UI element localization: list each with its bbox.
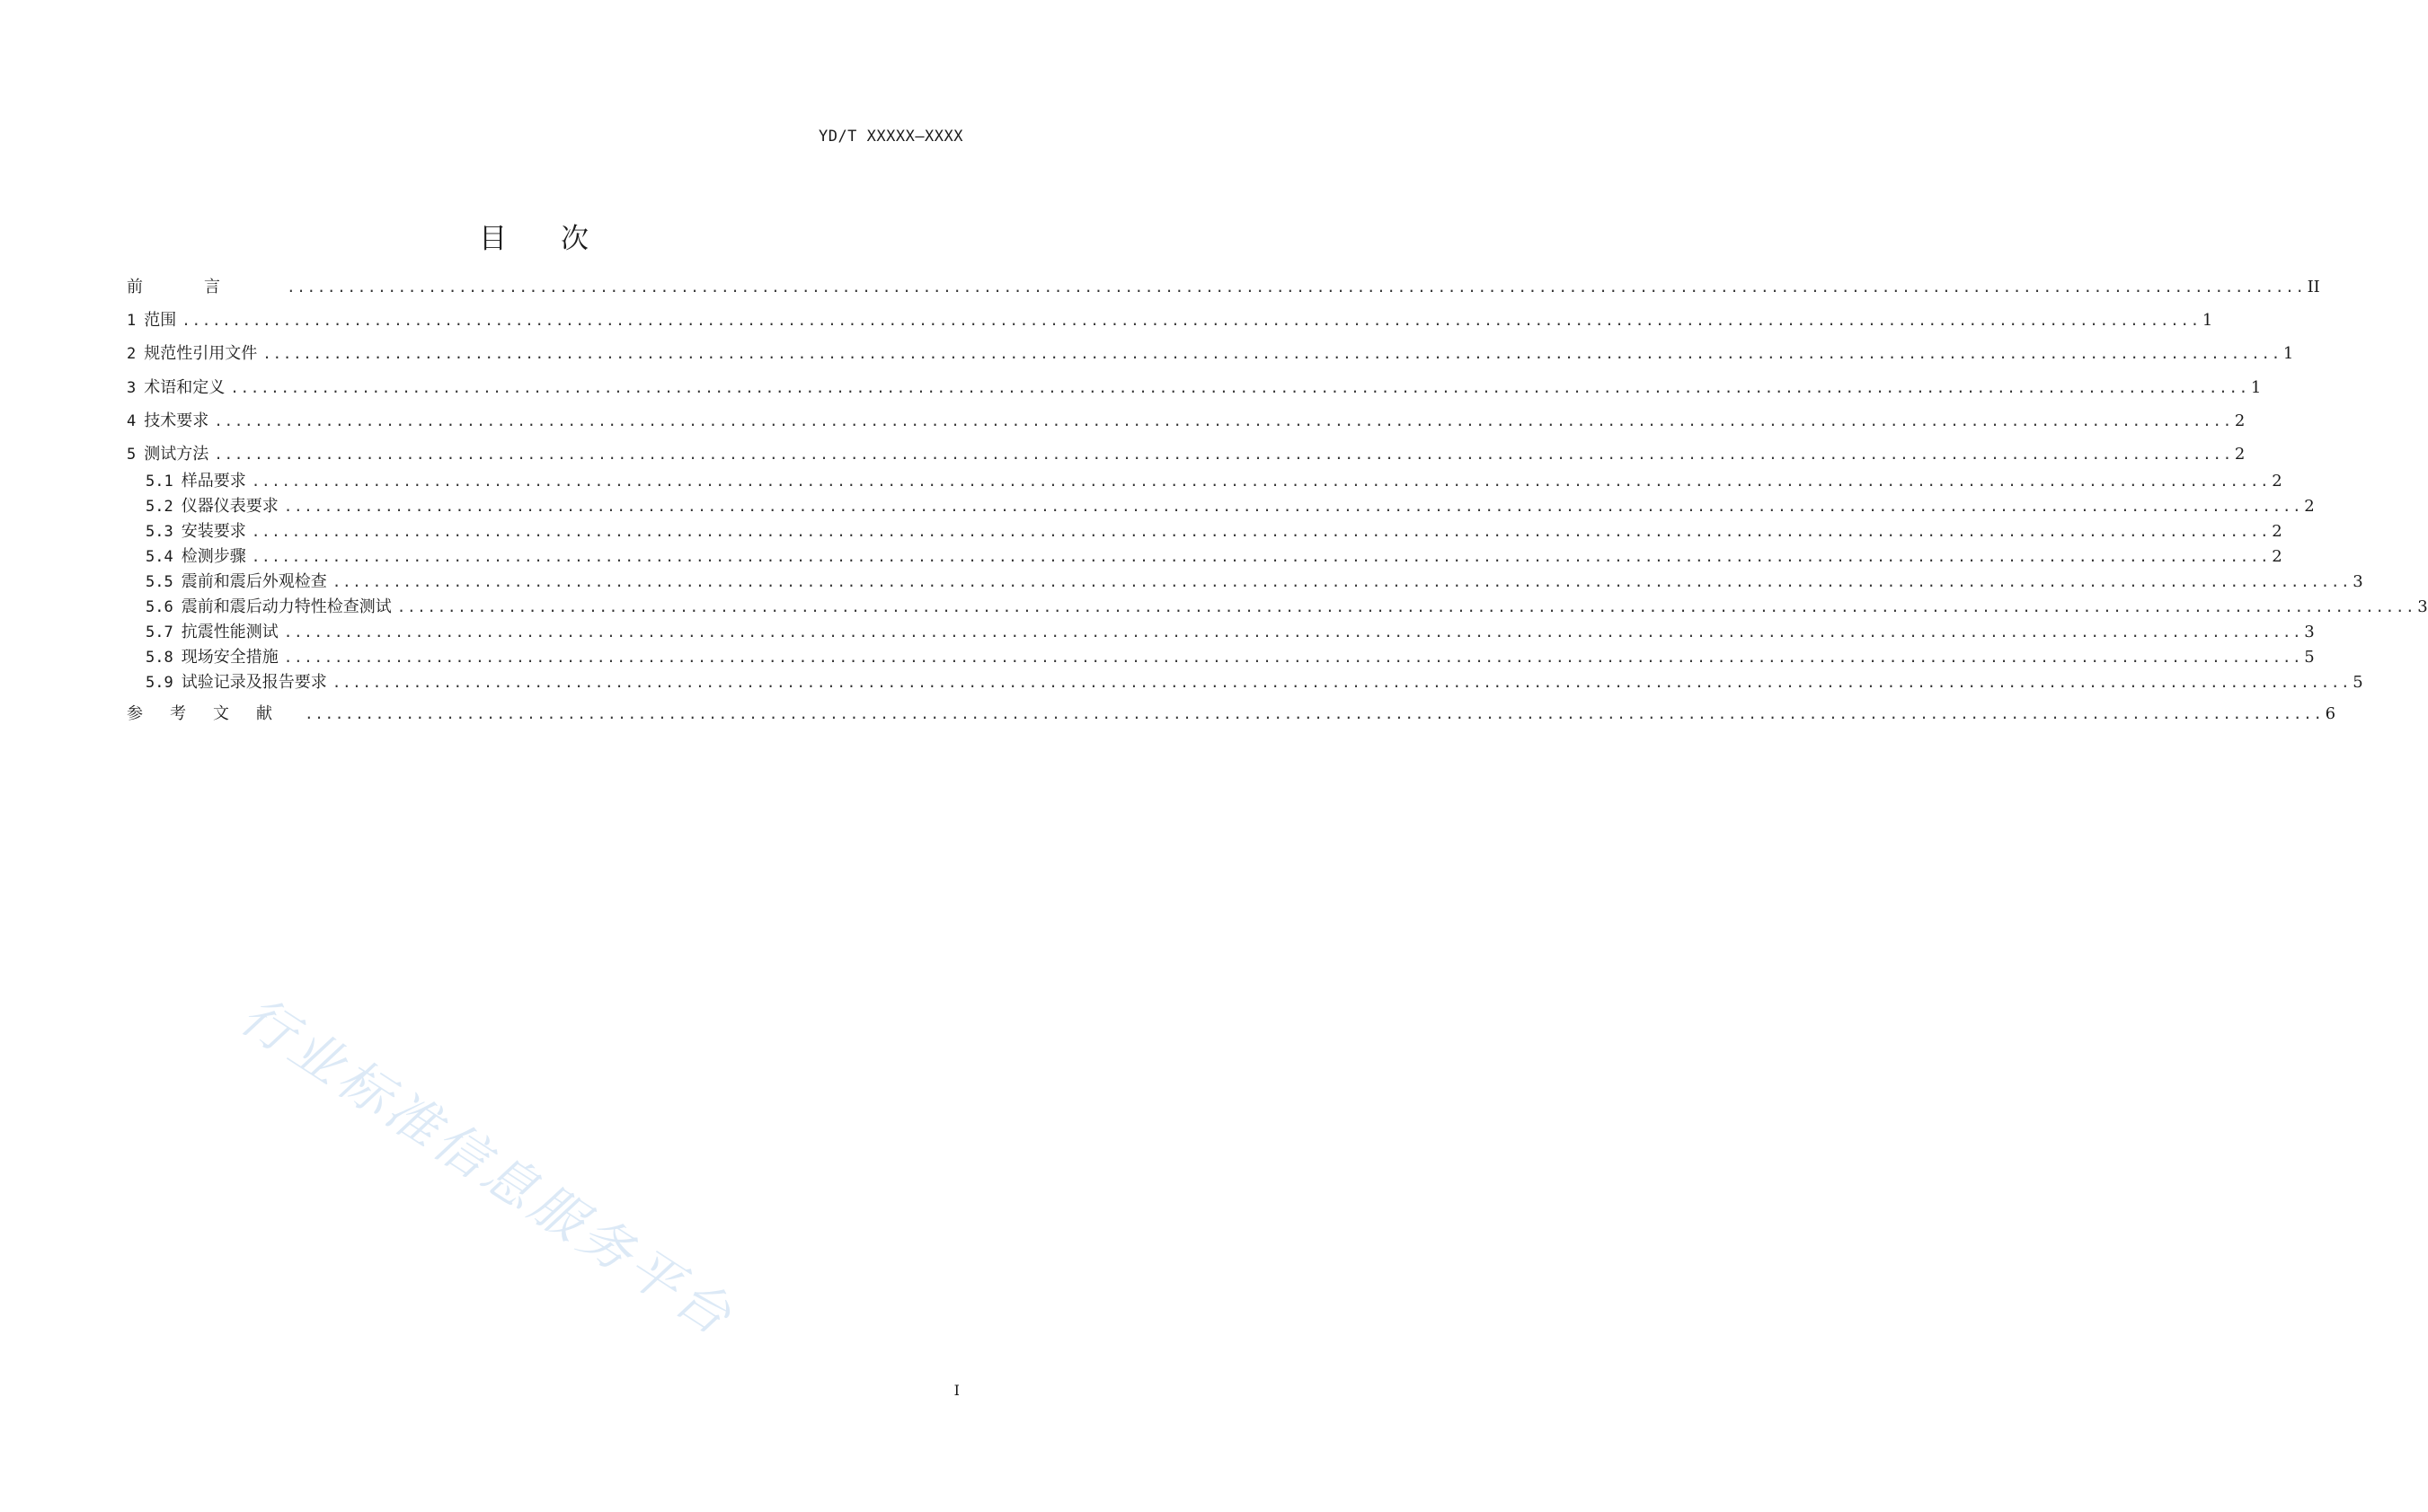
toc-entry[interactable] (146, 496, 2315, 517)
toc-dot-leader: ........................................................................................................................................................................................................ (251, 523, 2271, 540)
toc-dot-leader: ........................................................................................................................................................................................................ (214, 446, 2233, 463)
toc-entry-text: 样品要求 (181, 472, 246, 491)
toc-entry-text: 安装要求 (181, 522, 246, 541)
toc-dot-leader: ........................................................................................................................................................................................................ (182, 312, 2201, 329)
toc-entry-text: 震前和震后动力特性检查测试 (181, 597, 392, 616)
toc-entry-text: 现场安全措施 (181, 648, 279, 667)
page-number: I (953, 1382, 960, 1399)
toc-dot-leader: ........................................................................................................................................................................................................ (283, 649, 2303, 666)
toc-entry[interactable] (146, 672, 2363, 694)
toc-entry[interactable] (127, 444, 2246, 465)
toc-entry-text: 规范性引用文件 (144, 344, 258, 363)
toc-entry-number: 5.5 (146, 573, 173, 591)
toc-entry-page: 3 (2304, 623, 2315, 641)
toc-entry-page: 3 (2417, 597, 2428, 616)
toc-title-part1: 目 (479, 223, 509, 255)
toc-entry-number: 1 (127, 312, 137, 330)
toc-entry[interactable] (146, 571, 2363, 593)
toc-dot-leader: ........................................................................................................................................................................................................ (332, 573, 2352, 590)
toc-entry-page: 5 (2304, 648, 2315, 667)
toc-entry-number: 5.9 (146, 674, 173, 692)
toc-title-part2: 次 (561, 223, 590, 255)
toc-entry-label (146, 471, 252, 492)
toc-dot-leader: ........................................................................................................................................................................................................ (396, 598, 2416, 615)
watermark: 行业标准信息服务平台 (229, 984, 746, 1349)
toc-entry[interactable] (146, 546, 2282, 568)
toc-entry-page: 3 (2353, 572, 2363, 591)
toc-entry[interactable] (127, 343, 2294, 365)
toc-entry-label (146, 521, 252, 543)
toc-dot-leader: ........................................................................................................................................................................................................ (251, 473, 2271, 490)
toc-entry-text: 技术要求 (144, 411, 209, 430)
toc-entry-number: 5.1 (146, 473, 173, 491)
toc-dot-leader: ........................................................................................................................................................................................................ (283, 498, 2303, 515)
toc-entry-number: 4 (127, 412, 137, 430)
toc-entry[interactable] (146, 521, 2282, 543)
toc-entry[interactable] (127, 377, 2262, 399)
toc-entry-page: II (2307, 278, 2320, 296)
toc-entry-label (146, 597, 397, 618)
toc-entry-page: 2 (2234, 411, 2246, 430)
document-identifier: YD/T XXXXX—XXXX (818, 128, 963, 146)
toc-entry-number: 5.3 (146, 523, 173, 541)
toc-entry[interactable] (127, 703, 2336, 725)
toc-entry-label (127, 411, 214, 432)
toc-entry[interactable] (146, 647, 2315, 668)
toc-entry-text: 检测步骤 (181, 547, 246, 566)
toc-entry-number: 5.7 (146, 623, 173, 641)
toc-entry-label (146, 647, 284, 668)
toc-entry-number: 2 (127, 345, 137, 363)
toc-dot-leader: ........................................................................................................................................................................................................ (262, 345, 2282, 362)
toc-entry[interactable] (146, 471, 2282, 492)
toc-entry-label (146, 622, 284, 643)
toc-entry-label (127, 377, 230, 399)
toc-entry-text: 仪器仪表要求 (181, 497, 279, 516)
toc-entry-number: 5.6 (146, 598, 173, 616)
toc-entry[interactable] (146, 597, 2428, 618)
toc-dot-leader: ........................................................................................................................................................................................................ (283, 623, 2303, 641)
toc-entry-page: 1 (2202, 311, 2213, 330)
toc-entry-text: 术语和定义 (144, 378, 226, 397)
toc-entry-number: 5.4 (146, 548, 173, 566)
toc-entry-number: 5 (127, 446, 137, 464)
toc-dot-leader: ........................................................................................................................................................................................................ (332, 674, 2352, 691)
toc-entry-text: 参考文献 (127, 704, 299, 723)
toc-dot-leader: ........................................................................................................................................................................................................ (214, 412, 2233, 429)
toc-entry-text: 范围 (144, 311, 177, 330)
toc-entry-label (146, 672, 332, 694)
toc-entry-page: 2 (2272, 547, 2282, 566)
toc-entry[interactable] (146, 622, 2315, 643)
toc-entry-page: 1 (2282, 344, 2294, 363)
toc-dot-leader: ........................................................................................................................................................................................................ (305, 705, 2324, 722)
toc-entry-label (127, 343, 262, 365)
toc-entry-page: 5 (2353, 673, 2363, 692)
toc-entry-page: 2 (2234, 445, 2246, 464)
toc-entry-page: 2 (2304, 497, 2315, 516)
toc-entry-text: 抗震性能测试 (181, 623, 279, 641)
toc-entry-text: 震前和震后外观检查 (181, 572, 327, 591)
toc-entry-page: 6 (2325, 704, 2336, 723)
toc-entry-label (146, 571, 332, 593)
toc-dot-leader: ........................................................................................................................................................................................................ (287, 279, 2306, 296)
toc-entry-label (127, 310, 182, 332)
toc-entry-page: 1 (2250, 378, 2262, 397)
toc-entry-text: 前言 (127, 278, 281, 296)
toc-entry-page: 2 (2272, 522, 2282, 541)
toc-entry-number: 5.8 (146, 649, 173, 667)
toc-entry-label (127, 444, 214, 465)
toc-entry-label (127, 703, 305, 725)
toc-entry-label (146, 496, 284, 517)
toc-title (0, 216, 1069, 256)
toc-entry[interactable] (127, 277, 2320, 298)
toc-entry-text: 测试方法 (144, 445, 209, 464)
toc-dot-leader: ........................................................................................................................................................................................................ (230, 379, 2249, 396)
toc-entry-number: 3 (127, 379, 137, 397)
toc-entry-number: 5.2 (146, 498, 173, 516)
toc-entry[interactable] (127, 310, 2213, 332)
toc-entry-label (146, 546, 252, 568)
toc-dot-leader: ........................................................................................................................................................................................................ (251, 548, 2271, 565)
toc-entry-label (127, 277, 287, 298)
toc-entry-text: 试验记录及报告要求 (181, 673, 327, 692)
toc-entry[interactable] (127, 411, 2246, 432)
toc-entry-page: 2 (2272, 472, 2282, 491)
